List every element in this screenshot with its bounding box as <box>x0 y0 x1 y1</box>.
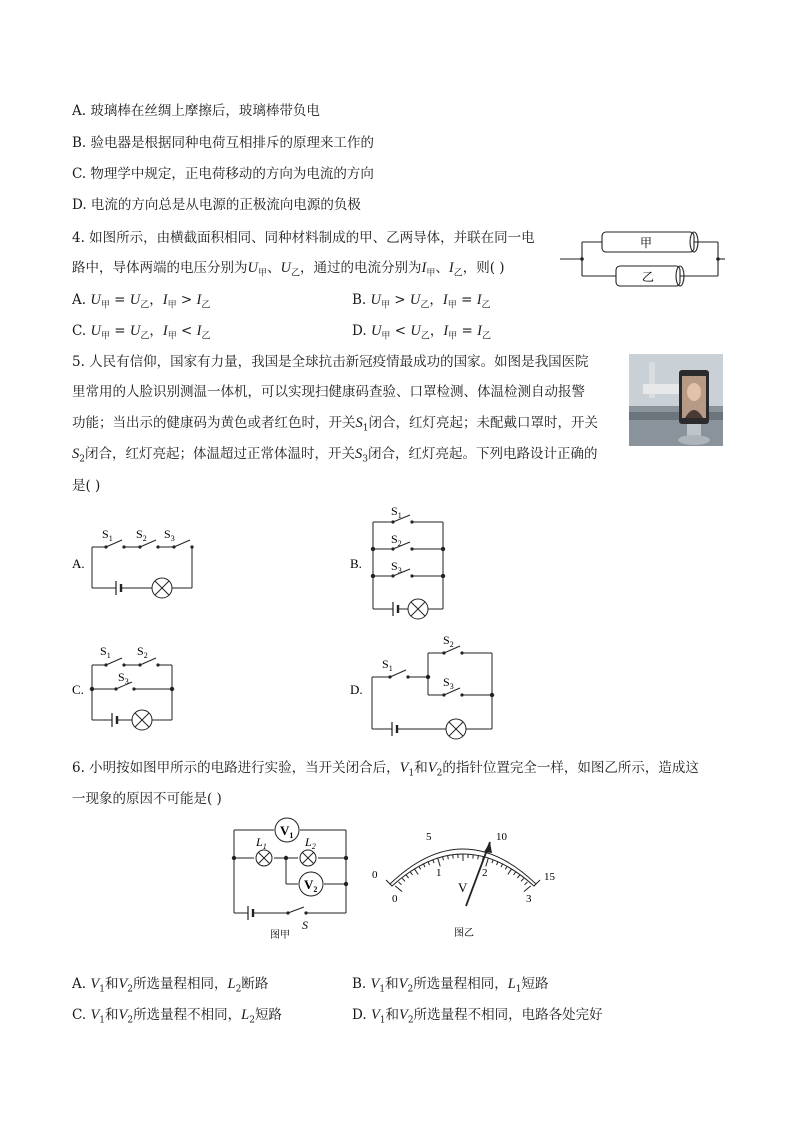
outer-tick-5: 5 <box>426 831 432 843</box>
q6-option-d: D. $V_1$和$V_2$所选量程不相同，电路各处完好 <box>352 1007 603 1026</box>
switch-s1-label: $S_1$ <box>382 657 393 673</box>
inner-tick-3: 3 <box>526 893 532 905</box>
circuit-a-label: A. <box>72 556 85 571</box>
conductor-jia-label: 甲 <box>639 236 653 250</box>
dial-tick <box>399 882 402 885</box>
inner-tick-2: 2 <box>482 867 488 879</box>
lamp-icon <box>152 578 172 598</box>
dial-tick <box>505 866 507 869</box>
dial-tick <box>443 856 444 860</box>
q6-stem-line1: 6. 小明按如图甲所示的电路进行实验，当开关闭合后，$V_1$和$V_2$的指针位置完全一样，如图乙所示，造成这 <box>72 760 699 779</box>
dial-tick <box>395 886 402 892</box>
q3-option-c: C. 物理学中规定，正电荷移动的方向为电流的方向 <box>72 166 374 182</box>
dial-tick <box>448 855 449 859</box>
outer-tick-10: 10 <box>496 831 507 843</box>
switch-s2-label: $S_2$ <box>443 633 454 649</box>
dial-tick <box>438 858 441 867</box>
dial-tick <box>478 855 479 859</box>
switch-s1-label: $S_1$ <box>391 504 402 520</box>
outer-tick-0: 0 <box>372 869 378 881</box>
dial-tick <box>402 878 405 881</box>
battery-icon <box>392 722 397 736</box>
battery-icon <box>393 602 398 616</box>
fig-jia-caption: 图甲 <box>270 930 290 940</box>
dial-tick <box>453 855 454 859</box>
q6-stem-line2: 一现象的原因不可能是( ) <box>72 791 222 807</box>
q3-option-a: A. 玻璃棒在丝绸上摩擦后，玻璃棒带负电 <box>72 103 320 119</box>
q4-option-d: D. $U_甲 < U_乙$，$I_甲 = I_乙$ <box>352 323 491 342</box>
q5-stem-line1: 5. 人民有信仰，国家有力量，我国是全球抗击新冠疫情最成功的国家。如图是我国医院 <box>72 354 589 370</box>
circuit-c-label: C. <box>72 682 84 697</box>
q3-option-b: B. 验电器是根据同种电荷互相排斥的原理来工作的 <box>72 135 375 151</box>
dial-tick <box>410 872 412 875</box>
q6-option-a: A. $V_1$和$V_2$所选量程相同，$L_2$断路 <box>72 976 269 995</box>
circuit-d-wires <box>372 646 492 729</box>
switch-s2-label: $S_2$ <box>391 532 402 548</box>
battery-icon <box>116 581 121 595</box>
dial-tick <box>486 858 489 867</box>
dial-tick <box>508 869 512 875</box>
lamp-icon <box>408 599 428 619</box>
dial-tick <box>406 875 409 878</box>
dial-tick <box>514 872 516 875</box>
dial-tick <box>524 886 531 892</box>
circuit-c-wires <box>92 658 172 720</box>
switch-s3-label: $S_3$ <box>391 559 402 575</box>
switch-s-label: S <box>302 918 308 932</box>
lamp-l1-label: $L_1$ <box>256 835 267 851</box>
circuit-b-wires <box>373 515 443 609</box>
switch-s1-label: $S_1$ <box>100 644 111 660</box>
lamp-icon <box>446 719 466 739</box>
fig-yi-caption: 图乙 <box>454 928 474 939</box>
q6-voltmeter-figure-yi <box>368 822 574 940</box>
switch-s3-label: $S_3$ <box>118 670 129 686</box>
circuit-d-label: D. <box>350 682 363 697</box>
q6-option-c: C. $V_1$和$V_2$所选量程不相同，$L_2$短路 <box>72 1007 282 1026</box>
q5-stem-line3: 功能；当出示的健康码为黄色或者红色时，开关$S_1$闭合，红灯亮起；未配戴口罩时，开关 <box>72 415 598 434</box>
inner-tick-1: 1 <box>436 867 442 879</box>
outer-tick-15: 15 <box>544 871 555 883</box>
q5-circuits <box>60 500 520 750</box>
q4-option-c: C. $U_甲 = U_乙$，$I_甲 < I_乙$ <box>72 323 211 342</box>
voltmeter-v2-label: $V_2$ <box>304 877 318 894</box>
switch-s3-label: $S_3$ <box>443 675 454 691</box>
conductor-yi-label: 乙 <box>641 270 655 284</box>
q4-option-a: A. $U_甲 = U_乙$，$I_甲 > I_乙$ <box>72 292 211 311</box>
q4-conductor-figure <box>560 228 725 290</box>
dial-tick <box>517 875 520 878</box>
q4-option-b: B. $U_甲 > U_乙$，$I_甲 = I_乙$ <box>352 292 491 311</box>
q6-option-b: B. $V_1$和$V_2$所选量程相同，$L_1$短路 <box>352 976 549 995</box>
dial-tick <box>419 866 421 869</box>
face-recognition-device-photo <box>629 354 723 446</box>
dial-tick <box>414 869 418 875</box>
lamp-l2-label: $L_2$ <box>305 835 316 851</box>
q3-option-d: D. 电流的方向总是从电源的正极流向电源的负极 <box>72 197 361 213</box>
dial-tick <box>525 882 528 885</box>
battery-icon <box>112 713 117 727</box>
q4-stem-line2: 路中，导体两端的电压分别为$U_甲$、$U_乙$，通过的电流分别为$I_甲$、$I_乙$，则( ) <box>72 260 505 279</box>
switch-s2-label: $S_2$ <box>137 644 148 660</box>
q5-stem-line4: $S_2$闭合，红灯亮起；体温超过正常体温时，开关$S_3$闭合，红灯亮起。下列电路设计正确的 <box>72 446 598 465</box>
voltmeter-v1-label: $V_1$ <box>280 823 294 840</box>
switch-s2-label: $S_2$ <box>136 527 147 543</box>
q4-stem-line1: 4. 如图所示，由横截面积相同、同种材料制成的甲、乙两导体，并联在同一电 <box>72 230 535 246</box>
switch-s1-label: $S_1$ <box>102 527 113 543</box>
circuit-b-label: B. <box>350 556 362 571</box>
switch-s3-label: $S_3$ <box>164 527 175 543</box>
lamp-icon <box>132 710 152 730</box>
q5-stem-line2: 里常用的人脸识别测温一体机，可以实现扫健康码查验、口罩检测、体温检测自动报警 <box>72 384 585 400</box>
q6-circuit-figure-jia <box>222 816 354 940</box>
dial-tick <box>521 878 524 881</box>
dial-tick <box>473 855 474 859</box>
voltmeter-symbol: V <box>458 880 468 895</box>
q5-stem-line5: 是( ) <box>72 478 101 494</box>
inner-tick-0: 0 <box>392 893 398 905</box>
